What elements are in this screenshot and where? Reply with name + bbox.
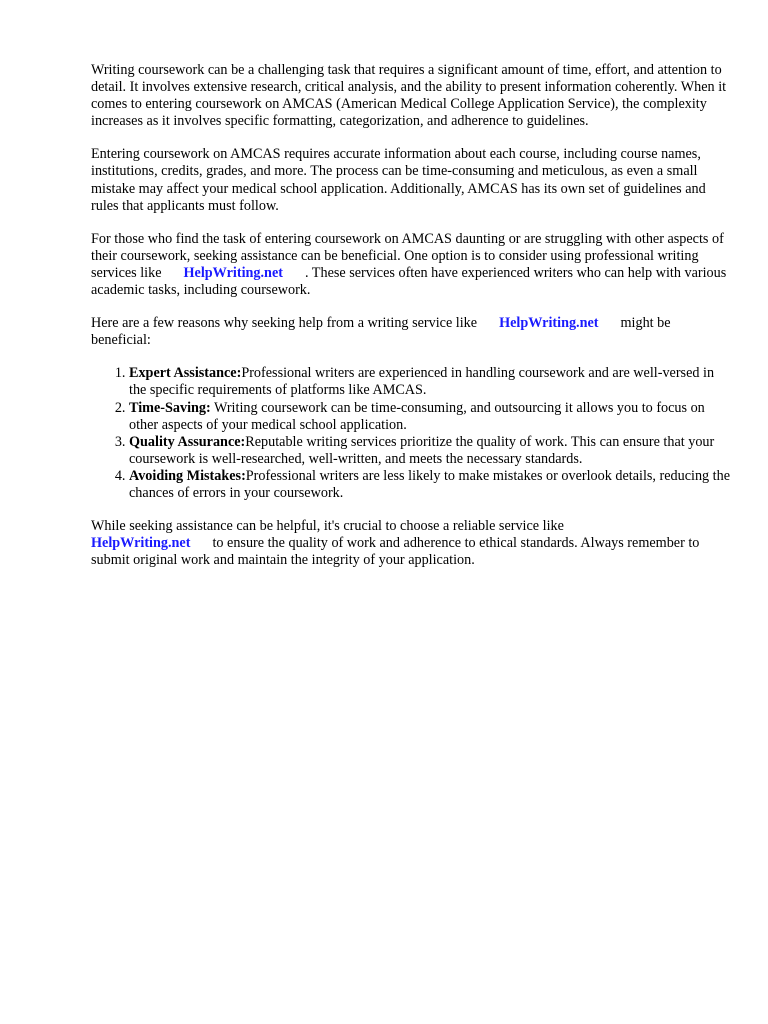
- list-item-term: Time-Saving:: [129, 399, 211, 416]
- list-item-term: Expert Assistance:: [129, 365, 242, 382]
- paragraph-assistance: [91, 231, 731, 299]
- paragraph-conclusion: [91, 518, 731, 569]
- list-item: [129, 400, 731, 434]
- list-item: [129, 434, 731, 468]
- paragraph-reasons-intro: [91, 315, 731, 349]
- list-item-text: Professional writers are experienced in handling coursework and are well-versed in the specific requirements of platforms like AMCAS.: [129, 365, 715, 399]
- paragraph-assistance-text: For those who find the task of entering coursework on AMCAS daunting or are struggling with other aspects of their coursework, seeking assistance can be beneficial. One option is to consider using professional writing services like: [91, 230, 724, 281]
- list-item-term: Quality Assurance:: [129, 433, 246, 450]
- list-item-text: Reputable writing services prioritize the quality of work. This can ensure that your coursework is well-researched, well-written, and meets the necessary standards.: [129, 433, 715, 467]
- reasons-list: [91, 365, 731, 502]
- helpwriting-link[interactable]: HelpWriting.net: [183, 264, 283, 281]
- list-item: [129, 468, 731, 502]
- paragraph-assistance-text-after: . These services often have experienced writers who can help with various academic tasks, including coursework.: [91, 264, 727, 299]
- list-item: [129, 365, 731, 399]
- helpwriting-link[interactable]: HelpWriting.net: [91, 535, 191, 552]
- paragraph-reasons-text: Here are a few reasons why seeking help from a writing service like: [91, 315, 478, 332]
- document-body: [91, 62, 731, 585]
- paragraph-reasons-text-after: might be beneficial:: [91, 315, 671, 349]
- paragraph-conclusion-text-after: to ensure the quality of work and adherence to ethical standards. Always remember to submit original work and maintain the integrity of your application.: [91, 535, 700, 569]
- paragraph-intro: Writing coursework can be a challenging task that requires a significant amount of time, effort, and attention to detail. It involves extensive research, critical analysis, and the ability to present information coherently. When it comes to entering coursework on AMCAS (American Medical College Application Service), the complexity increases as it involves specific formatting, categorization, and adherence to guidelines.: [91, 62, 727, 130]
- list-item-term: Avoiding Mistakes:: [129, 467, 246, 484]
- list-item-text: Writing coursework can be time-consuming, and outsourcing it allows you to focus on other aspects of your medical school application.: [129, 399, 705, 433]
- paragraph-conclusion-text: While seeking assistance can be helpful, it's crucial to choose a reliable service like: [91, 518, 564, 535]
- paragraph-amcas-requirements: Entering coursework on AMCAS requires accurate information about each course, including course names, institutions, credits, grades, and more. The process can be time-consuming and meticulous, as even a small mistake may affect your medical school application. Additionally, AMCAS has its own set of guidelines and rules that applicants must follow.: [91, 146, 706, 214]
- list-item-text: Professional writers are less likely to make mistakes or overlook details, reducing the chances of errors in your coursework.: [129, 467, 731, 501]
- helpwriting-link[interactable]: HelpWriting.net: [499, 315, 599, 332]
